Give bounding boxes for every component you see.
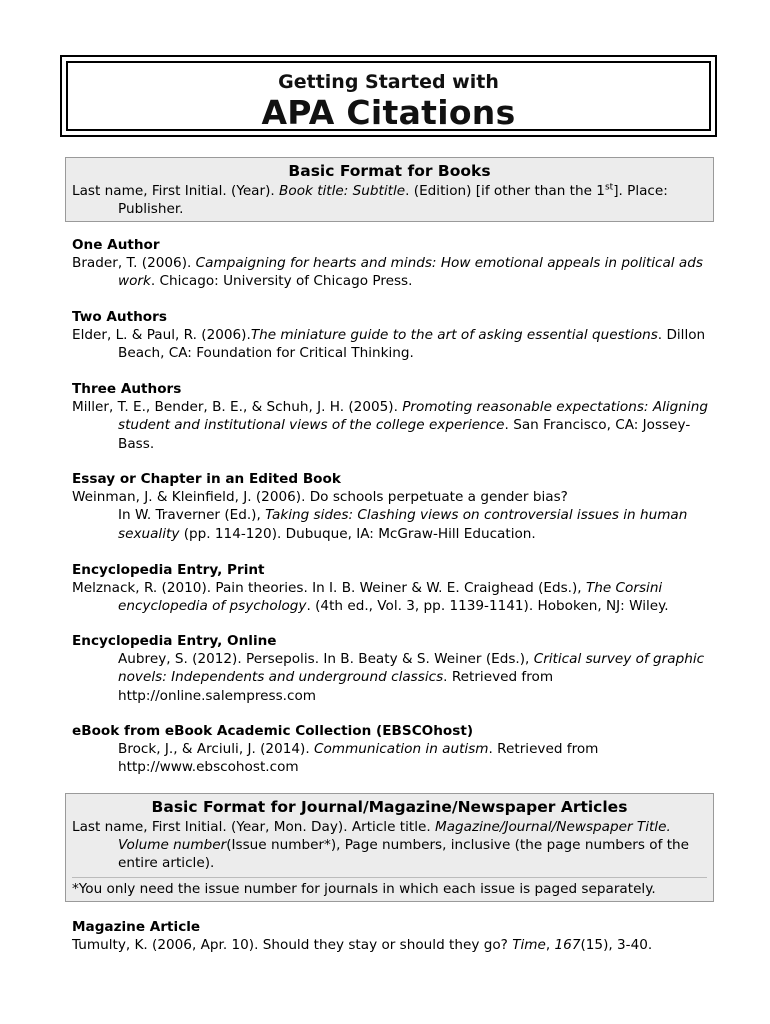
citation-example: Brock, J., & Arciuli, J. (2014). Communication in autism. Retrieved from http://www.ebscohost.com [118,741,599,776]
encyclopedia-online-section [72,632,712,705]
section-heading: One Author [72,237,160,253]
edited-book-section [72,470,712,543]
section-heading: Essay or Chapter in an Edited Book [72,471,341,487]
books-format-box [65,157,714,222]
page-title: APA Citations [261,93,516,132]
articles-format-box [65,793,714,902]
books-format-text: Last name, First Initial. (Year). Book title: Subtitle. (Edition) [if other than the 1st]. Place: Publisher. [72,182,668,218]
two-authors-section [72,308,712,363]
three-authors-section [72,380,712,453]
section-heading: eBook from eBook Academic Collection (EBSCOhost) [72,723,474,739]
articles-format-heading: Basic Format for Journal/Magazine/Newspaper Articles [151,798,628,816]
issue-number-note: *You only need the issue number for journals in which each issue is paged separately. [72,877,707,898]
citation-example-line1: Weinman, J. & Kleinfield, J. (2006). Do schools perpetuate a gender bias? [72,489,568,506]
citation-example: Elder, L. & Paul, R. (2006).The miniature guide to the art of asking essential questions. Dillon Beach, CA: Foundation for Critical Thinking. [72,327,706,362]
books-format-heading: Basic Format for Books [288,162,491,180]
articles-format-text: Last name, First Initial. (Year, Mon. Day). Article title. Magazine/Journal/Newspaper Title. Volume number(Issue number*), Page numbers, inclusive (the page numbers of the entire article). [72,819,690,872]
encyclopedia-print-section [72,561,712,616]
citation-example: Aubrey, S. (2012). Persepolis. In B. Beaty & S. Weiner (Eds.), Critical survey of graphic novels: Independents and underground classics. Retrieved from http://online.salempress.com [118,651,705,704]
citation-example: Miller, T. E., Bender, B. E., & Schuh, J. H. (2005). Promoting reasonable expectations: Aligning student and institutional views of the college experience. San Francisco, CA: Jossey-Bass. [72,399,708,452]
one-author-section [72,236,712,291]
section-heading: Three Authors [72,381,182,397]
section-heading: Magazine Article [72,919,201,935]
citation-example: Brader, T. (2006). Campaigning for hearts and minds: How emotional appeals in political ads work. Chicago: University of Chicago Press. [72,255,703,290]
citation-example: Melznack, R. (2010). Pain theories. In I. B. Weiner & W. E. Craighead (Eds.), The Corsini encyclopedia of psychology. (4th ed., Vol. 3, pp. 1139-1141). Hoboken, NJ: Wiley. [72,580,669,615]
magazine-article-section [72,918,712,954]
section-heading: Two Authors [72,309,167,325]
citation-example-cont: In W. Traverner (Ed.), Taking sides: Clashing views on controversial issues in human sexuality (pp. 114-120). Dubuque, IA: McGraw-Hill Education. [118,507,688,542]
citation-example: Tumulty, K. (2006, Apr. 10). Should they stay or should they go? Time, 167(15), 3-40. [72,937,653,954]
ebook-section [72,722,712,777]
section-heading: Encyclopedia Entry, Online [72,633,277,649]
section-heading: Encyclopedia Entry, Print [72,562,265,578]
title-inner-border [66,61,711,131]
title-box [60,55,717,137]
title-subtitle: Getting Started with [278,71,499,93]
